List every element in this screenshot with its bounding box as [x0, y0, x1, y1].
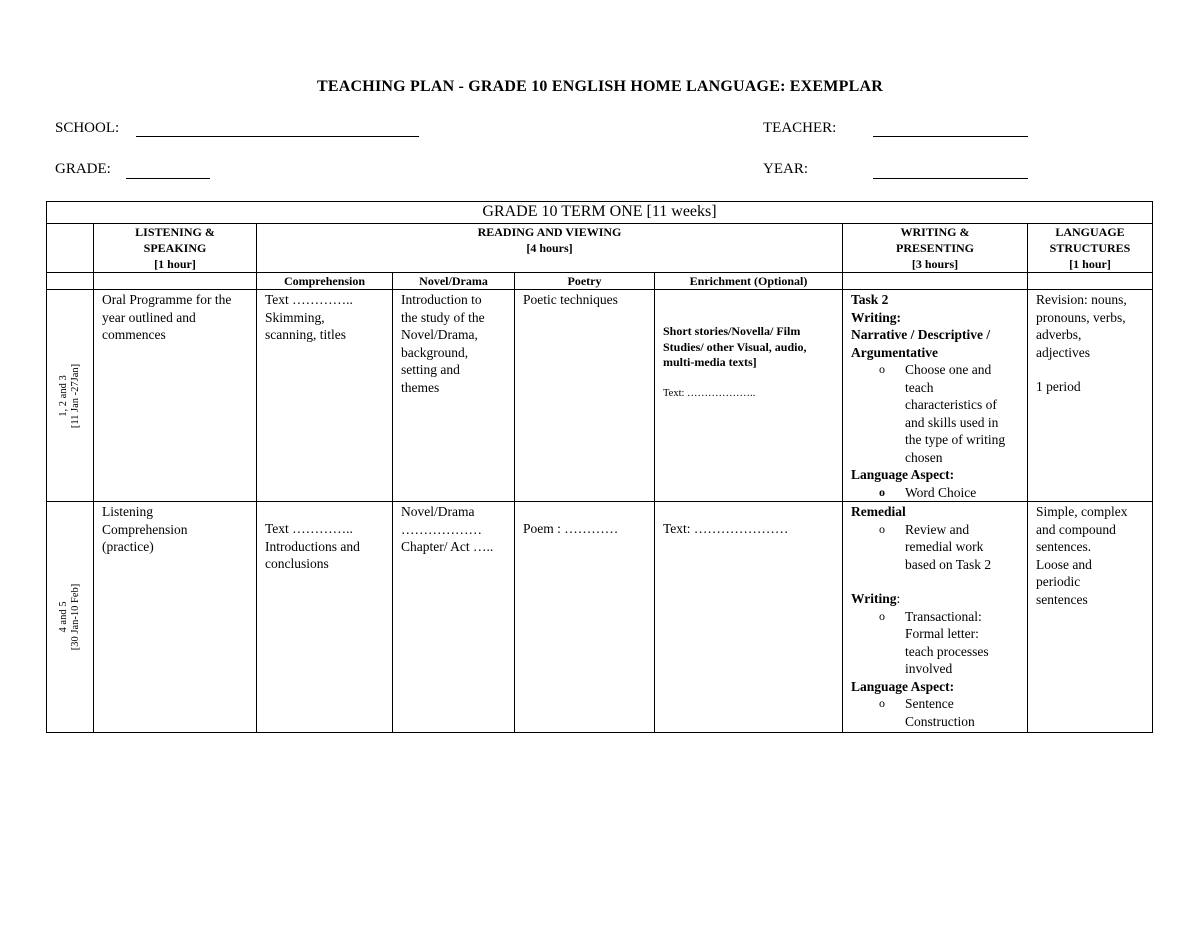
comprehension-cell: Text ………….. Skimming, scanning, titles [257, 290, 393, 502]
novel-cell: Novel/Drama ……………… Chapter/ Act ….. [393, 502, 515, 733]
table-row [47, 502, 1153, 733]
novel-cell: Introduction to the study of the Novel/Drama, background, setting and themes [393, 290, 515, 502]
enrichment-cell: Short stories/Novella/ Film Studies/ other Visual, audio, multi-media texts] Text: ……………….. [655, 290, 843, 502]
grade-label: GRADE: [55, 161, 111, 177]
comprehension-cell: Text ………….. Introductions and conclusions [257, 502, 393, 733]
teaching-plan-table [46, 201, 1153, 733]
subheader-comprehension: Comprehension [257, 273, 393, 290]
subheader-poetry: Poetry [515, 273, 655, 290]
year-label: YEAR: [763, 161, 808, 177]
language-cell: Simple, complex and compound sentences. Loose and periodic sentences [1028, 502, 1153, 733]
listening-cell: Oral Programme for the year outlined and commences [94, 290, 257, 502]
term-title: GRADE 10 TERM ONE [11 weeks] [47, 202, 1153, 224]
year-field[interactable] [873, 178, 1028, 179]
page-title: TEACHING PLAN - GRADE 10 ENGLISH HOME LANGUAGE: EXEMPLAR [317, 78, 883, 95]
subheader-novel: Novel/Drama [393, 273, 515, 290]
school-field[interactable] [136, 136, 419, 137]
header-writing: WRITING & PRESENTING [3 hours] [843, 224, 1028, 273]
poetry-cell: Poem : ………… [515, 502, 655, 733]
subheader-enrichment: Enrichment (Optional) [655, 273, 843, 290]
header-reading: READING AND VIEWING [4 hours] [257, 224, 843, 273]
grade-field[interactable] [126, 178, 210, 179]
enrichment-cell: Text: ………………… [655, 502, 843, 733]
header-listening: LISTENING & SPEAKING [1 hour] [94, 224, 257, 273]
weeks-cell: 4 and 5 [30 Jan-10 Feb] [47, 502, 94, 733]
header-language: LANGUAGE STRUCTURES [1 hour] [1028, 224, 1153, 273]
teacher-field[interactable] [873, 136, 1028, 137]
header-blank [47, 224, 94, 273]
language-cell: Revision: nouns, pronouns, verbs, adverbs, adjectives 1 period [1028, 290, 1153, 502]
writing-cell: Remedial o Review and remedial work based on Task 2 Writing: o Transactional: Formal letter: teach processes involved Language Aspect: o Sentence Construction [843, 502, 1028, 733]
table-row [47, 290, 1153, 502]
teacher-label: TEACHER: [763, 120, 837, 136]
school-label: SCHOOL: [55, 120, 120, 136]
poetry-cell: Poetic techniques [515, 290, 655, 502]
listening-cell: Listening Comprehension (practice) [94, 502, 257, 733]
weeks-cell: 1, 2 and 3 [11 Jan -27Jan] [47, 290, 94, 502]
writing-cell: Task 2 Writing: Narrative / Descriptive / Argumentative o Choose one and teach characteristics of and skills used in the type of writing chosen Language Aspect: o Word Choice [843, 290, 1028, 502]
